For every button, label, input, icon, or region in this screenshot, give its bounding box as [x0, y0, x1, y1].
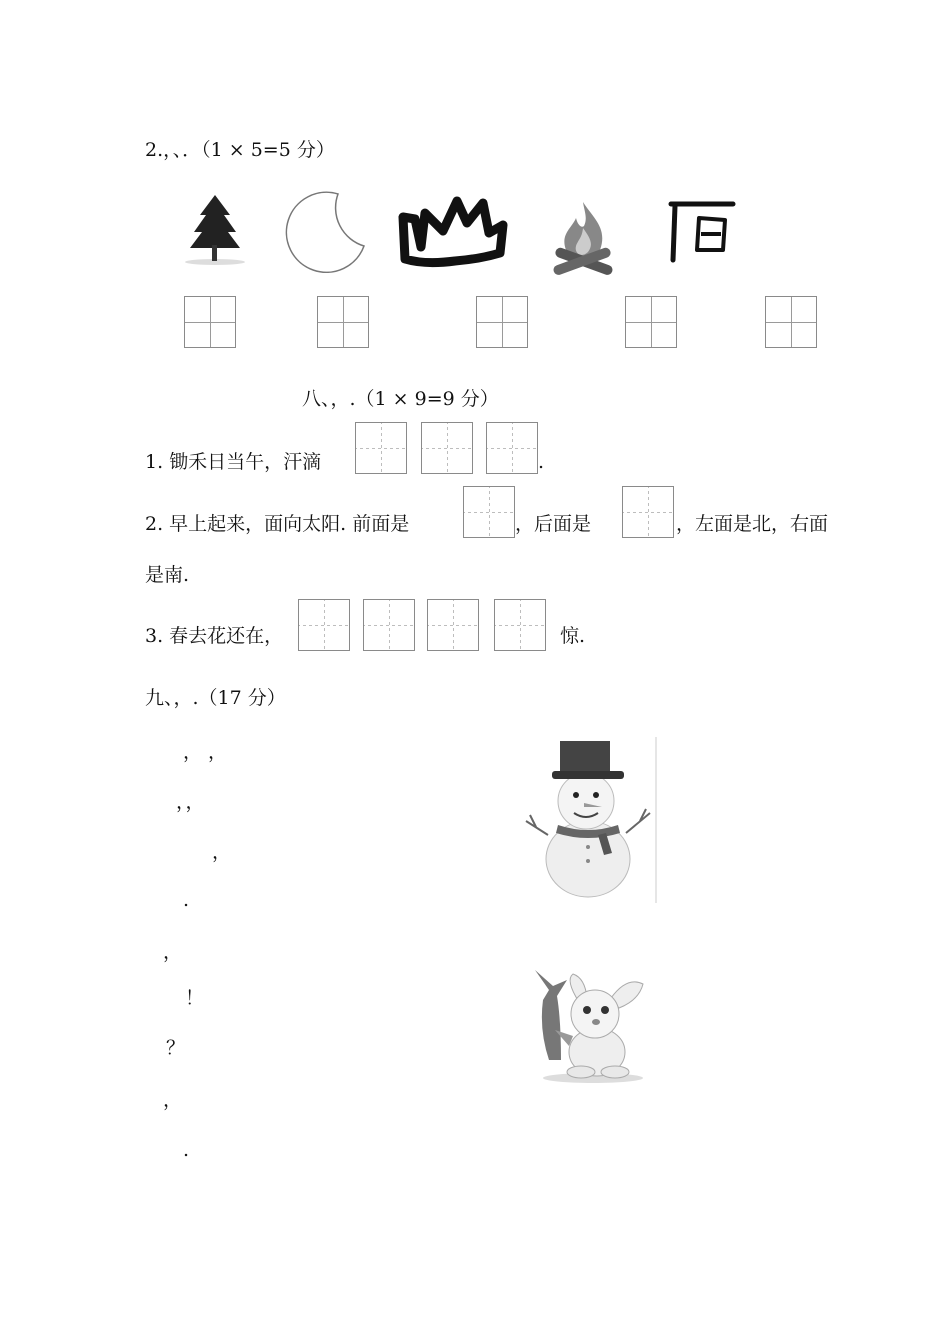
s8-item2-box2[interactable]	[622, 486, 674, 538]
answer-box-tree[interactable]	[184, 296, 236, 348]
tree-icon	[180, 190, 250, 265]
s9-line-1: ， ，	[183, 741, 228, 763]
s8-item2-suffix: ，左面是北，右面	[676, 513, 829, 535]
mountain-icon	[395, 195, 510, 270]
fire-icon	[548, 198, 618, 280]
s8-item2-middle: ，后面是	[515, 513, 592, 535]
rabbit-icon	[515, 960, 650, 1085]
s9-line-9: .	[183, 1139, 190, 1161]
answer-box-fire[interactable]	[625, 296, 677, 348]
s8-item1-box2[interactable]	[421, 422, 473, 474]
s8-item3-suffix: 惊.	[560, 625, 586, 647]
s8-item2-cont: 是南.	[145, 564, 190, 586]
q2-heading: 2.，、．（1 × 5=5 分）	[145, 139, 335, 161]
s8-item3-box4[interactable]	[494, 599, 546, 651]
s8-item2-box1[interactable]	[463, 486, 515, 538]
section8-heading: 八、，.（1 × 9=9 分）	[302, 388, 499, 410]
answer-box-stone[interactable]	[765, 296, 817, 348]
s9-line-8: ，	[163, 1089, 183, 1111]
s8-item3-prefix: 3. 春去花还在，	[145, 625, 284, 647]
s8-item2-prefix: 2. 早上起来，面向太阳. 前面是	[145, 513, 410, 535]
moon-icon	[278, 190, 366, 278]
s9-line-5: ，	[163, 941, 183, 963]
s9-line-7: ？	[166, 1037, 186, 1059]
s9-line-2: ，，	[176, 791, 205, 813]
snowman-icon	[522, 735, 662, 905]
stone-glyph-icon	[665, 198, 737, 266]
s8-item1-box1[interactable]	[355, 422, 407, 474]
s8-item1-box3[interactable]	[486, 422, 538, 474]
answer-box-moon[interactable]	[317, 296, 369, 348]
s8-item1-prefix: 1. 锄禾日当午，汗滴	[145, 451, 322, 473]
s9-line-6: ！	[185, 987, 205, 1009]
s9-line-3: ，	[212, 841, 232, 863]
section9-heading: 九、，.（17 分）	[145, 687, 286, 709]
s8-item3-box1[interactable]	[298, 599, 350, 651]
s8-item3-box3[interactable]	[427, 599, 479, 651]
answer-box-mountain[interactable]	[476, 296, 528, 348]
s9-line-4: .	[183, 889, 190, 911]
s8-item3-box2[interactable]	[363, 599, 415, 651]
s8-item1-suffix: .	[538, 451, 545, 473]
